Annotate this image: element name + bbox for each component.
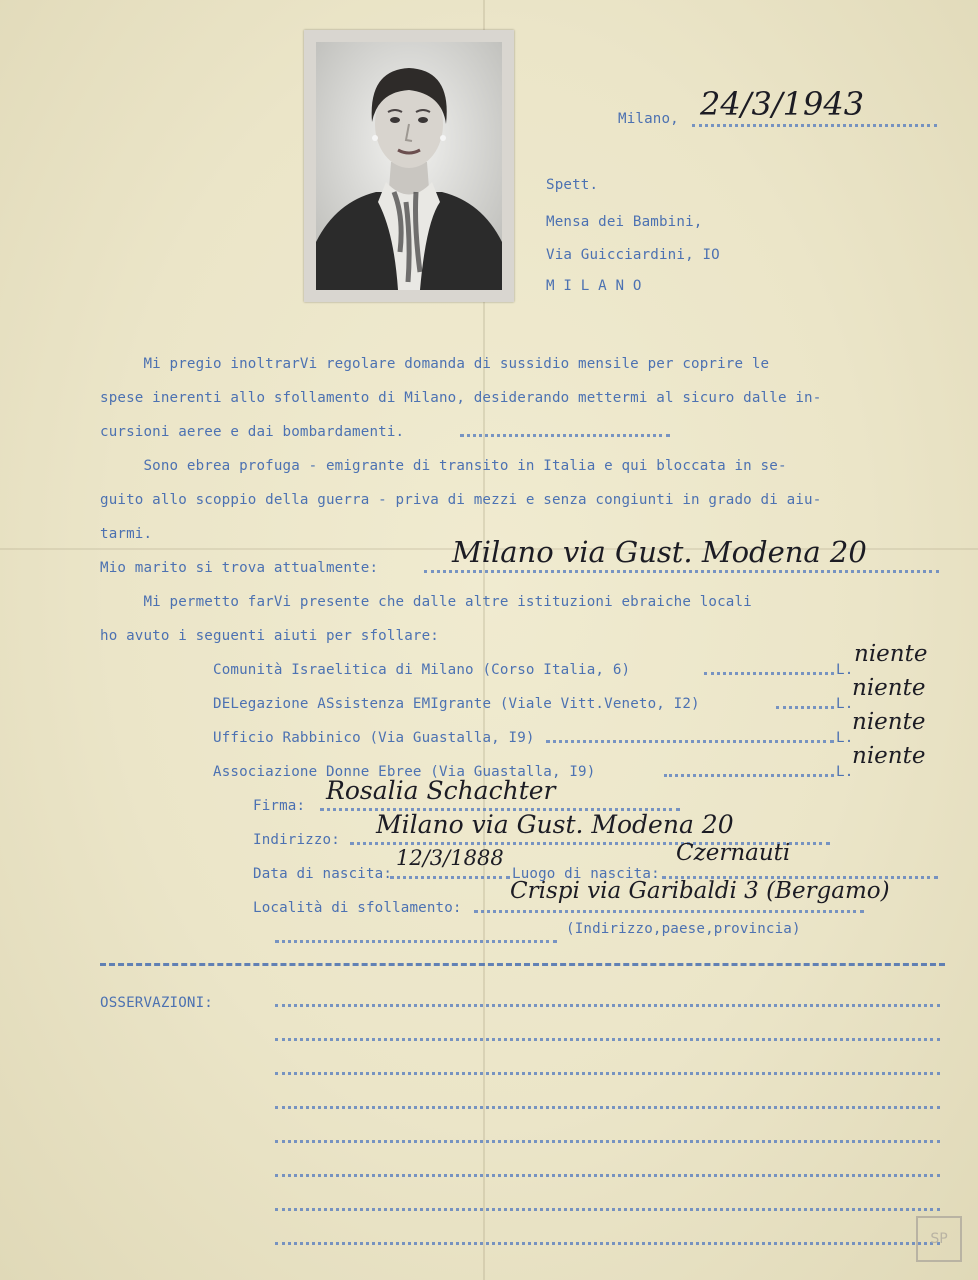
para1-line-1: Mi pregio inoltrarVi regolare domanda di sussidio mensile per coprire le: [100, 356, 770, 372]
aid-item-currency: L.: [836, 764, 854, 780]
aid-item-dots: [776, 706, 834, 709]
date-dotted-line: [692, 124, 937, 127]
evacuation-label: Località di sfollamento:: [253, 900, 462, 916]
portrait-photo: [304, 30, 514, 302]
aid-item-value: niente: [852, 709, 926, 735]
para1-line-3: cursioni aeree e dai bombardamenti.: [100, 424, 405, 440]
para1-dotted-fill: [460, 434, 670, 437]
recipient-line-4: M I L A N O: [546, 278, 642, 294]
para2-line-2: guito allo scoppio della guerra - priva di mezzi e senza congiunti in grado di aiu-: [100, 492, 822, 508]
aid-item-dots: [664, 774, 834, 777]
aid-item-currency: L.: [836, 696, 854, 712]
recipient-line-1: Spett.: [546, 177, 599, 193]
aid-item-currency: L.: [836, 730, 854, 746]
signature-value: Rosalia Schachter: [326, 776, 556, 805]
observation-line: [275, 1106, 940, 1109]
para3-line-1: Mi permetto farVi presente che dalle altre istituzioni ebraiche locali: [100, 594, 752, 610]
aid-item-value: niente: [854, 641, 928, 667]
birthdate-value: 12/3/1888: [396, 846, 504, 870]
husband-label: Mio marito si trova attualmente:: [100, 560, 379, 576]
evacuation-value: Crispi via Garibaldi 3 (Bergamo): [510, 878, 890, 904]
evacuation-dotted-line-2: [275, 940, 557, 943]
aid-item-currency: L.: [836, 662, 854, 678]
portrait-image: [316, 42, 502, 290]
evacuation-dotted-line: [474, 910, 864, 913]
observation-line: [275, 1038, 940, 1041]
birthdate-dotted-line: [390, 876, 510, 879]
observation-line: [275, 1242, 940, 1245]
husband-value: Milano via Gust. Modena 20: [452, 535, 867, 569]
aid-item-label: DELegazione ASsistenza EMIgrante (Viale Vitt.Veneto, I2): [213, 696, 700, 712]
date-handwritten: 24/3/1943: [700, 85, 865, 123]
observation-line: [275, 1072, 940, 1075]
para2-line-1: Sono ebrea profuga - emigrante di transito in Italia e qui bloccata in se-: [100, 458, 787, 474]
archive-stamp: SP: [916, 1216, 962, 1262]
observation-line: [275, 1174, 940, 1177]
para2-line-3: tarmi.: [100, 526, 153, 542]
observations-label: OSSERVAZIONI:: [100, 995, 213, 1011]
aid-item-label: Ufficio Rabbinico (Via Guastalla, I9): [213, 730, 535, 746]
evacuation-hint: (Indirizzo,paese,provincia): [566, 921, 801, 937]
aid-item-label: Comunità Israelitica di Milano (Corso Italia, 6): [213, 662, 631, 678]
para1-line-2: spese inerenti allo sfollamento di Milano, desiderando mettermi al sicuro dalle in-: [100, 390, 822, 406]
recipient-line-2: Mensa dei Bambini,: [546, 214, 703, 230]
aid-item-value: niente: [852, 743, 926, 769]
city-label: Milano,: [618, 111, 679, 127]
aid-item-label: Associazione Donne Ebree (Via Guastalla, I9): [213, 764, 596, 780]
observation-line: [275, 1208, 940, 1211]
address-value: Milano via Gust. Modena 20: [376, 810, 734, 839]
address-label: Indirizzo:: [253, 832, 340, 848]
aid-item-dots: [704, 672, 834, 675]
para3-line-2: ho avuto i seguenti aiuti per sfollare:: [100, 628, 439, 644]
aid-item-dots: [546, 740, 834, 743]
birthplace-value: Czernauti: [676, 840, 791, 866]
observation-line: [275, 1140, 940, 1143]
recipient-line-3: Via Guicciardini, IO: [546, 247, 720, 263]
portrait-drawing: [316, 42, 502, 290]
signature-label: Firma:: [253, 798, 306, 814]
observation-line: [275, 1004, 940, 1007]
husband-dotted-line: [424, 570, 939, 573]
aid-item-value: niente: [852, 675, 926, 701]
section-divider: [100, 963, 945, 966]
birthplace-label: Luogo di nascita:: [512, 866, 660, 882]
birthdate-label: Data di nascita:: [253, 866, 393, 882]
